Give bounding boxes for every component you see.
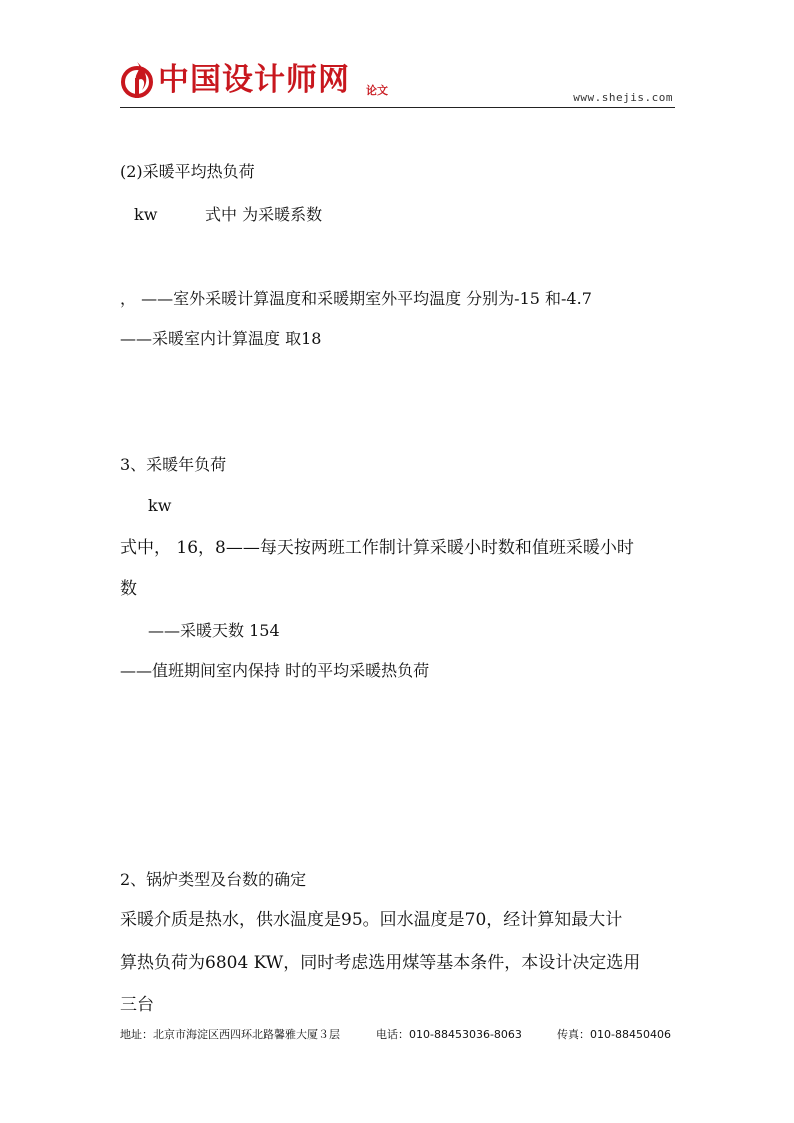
page-header	[120, 58, 675, 110]
text-line: ——值班期间室内保持 时的平均采暖热负荷	[120, 661, 430, 680]
formula-note: 式中 为采暖系数	[205, 205, 323, 224]
text-line: ， ——室外采暖计算温度和采暖期室外平均温度 分别为-15 和-4.7	[120, 289, 592, 308]
section-heading-boiler: 2、锅炉类型及台数的确定	[120, 870, 307, 889]
section-heading-average-load: (2)采暖平均热负荷	[120, 162, 255, 181]
section-heading-annual-load: 3、采暖年负荷	[120, 455, 227, 474]
footer-phone: 电话：010-88453036-8063	[376, 1028, 522, 1041]
logo-subtitle: 论文	[366, 84, 388, 97]
text-line: 数	[120, 579, 137, 599]
header-divider	[120, 107, 675, 108]
text-line: 三台	[120, 995, 154, 1015]
unit-kw: kw	[148, 496, 172, 515]
logo-text: 中国设计师网	[158, 62, 350, 98]
footer-fax: 传真：010-88450406	[557, 1028, 671, 1041]
text-line: 采暖介质是热水，供水温度是95。回水温度是70，经计算知最大计	[120, 910, 623, 930]
footer-address: 地址：北京市海淀区西四环北路馨雅大厦３层	[120, 1028, 340, 1041]
text-line: 式中， 16，8——每天按两班工作制计算采暖小时数和值班采暖小时	[120, 538, 634, 558]
unit-kw: kw	[134, 205, 158, 224]
text-line: ——采暖室内计算温度 取18	[120, 329, 322, 348]
logo-flame-icon	[120, 60, 154, 100]
site-url: www.shejis.com	[573, 91, 673, 104]
text-line: ——采暖天数 154	[148, 621, 280, 640]
text-line: 算热负荷为6804 KW，同时考虑选用煤等基本条件，本设计决定选用	[120, 953, 641, 973]
